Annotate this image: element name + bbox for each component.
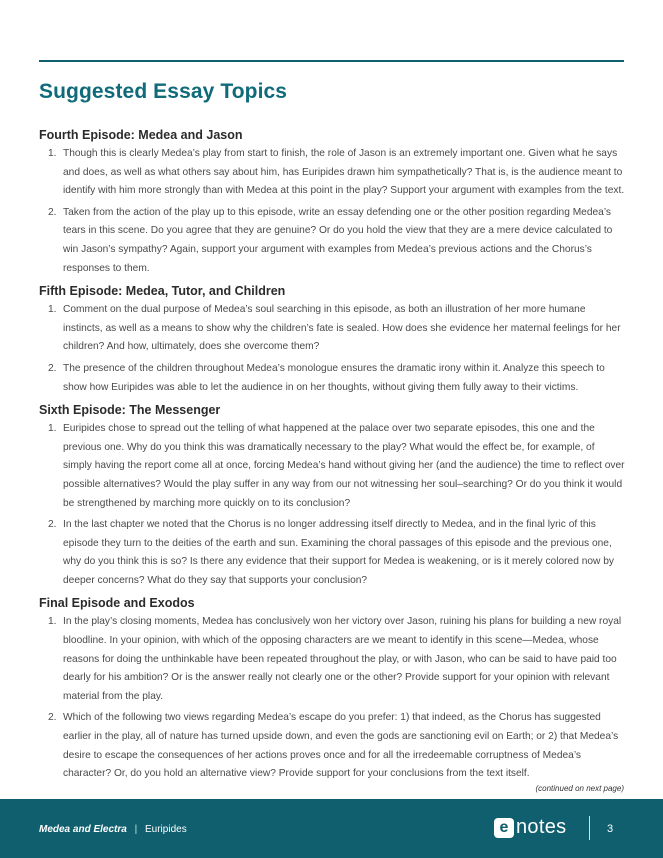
item-text: In the last chapter we noted that the Chorus is no longer addressing itself directly to Medea, and in the final lyric of this episode they turn to the deities of the earth and sun. Examining the choral passages of this episode and the previous one, why do you think this is so? Is there any evidence that their support for Medea is weakening, or is it merely colored now by deeper concerns? What do they say that supports your conclusion? xyxy=(63,519,614,586)
footer-book-info xyxy=(39,824,187,835)
item-number: 2. xyxy=(48,206,57,218)
section-heading: Sixth Episode: The Messenger xyxy=(39,403,221,418)
section-heading: Final Episode and Exodos xyxy=(39,596,195,611)
item-text: Euripides chose to spread out the telling of what happened at the palace over two separate episodes, this one and the previous one. Why do you think this was dramatically necessary to the play? What would the effect be, for example, of simply having the report come all at once, forcing Medea’s hand without giving her (and the audience) the time to reflect over possible alternatives? Would the play suffer in any way from our not witnessing her soul–searching? Or do you think it would be strengthened by marching more quickly on to its conclusion? xyxy=(63,423,625,509)
section-final-episode xyxy=(39,596,625,783)
item-number: 2. xyxy=(48,712,57,724)
item-text: In the play’s closing moments, Medea has conclusively won her victory over Jason, ruining his plans for building a new royal bloodline. In your opinion, with which of the opposing characters are we meant to identify in this scene—Medea, whose reasons for doing the unthinkable have been repeated throughout the play, or with Jason, who can be said to have paid too dearly for his ambition? Or is the answer really not clearly one or the other? Provide support for your opinion with relevant material from the play. xyxy=(63,616,622,702)
item-number: 1. xyxy=(48,304,57,316)
section-sixth-episode xyxy=(39,403,625,590)
item-number: 2. xyxy=(48,519,57,531)
continued-note: (continued on next page) xyxy=(535,784,624,793)
item-number: 1. xyxy=(48,423,57,435)
logo-e-mark: e xyxy=(494,818,514,838)
item-text: The presence of the children throughout Medea’s monologue ensures the dramatic irony within it. Analyze this speech to show how Euripides was able to let the audience in on her thoughts, without giving them fully away to their victims. xyxy=(63,362,605,393)
topic-list xyxy=(39,145,625,278)
topic-item xyxy=(39,145,625,201)
section-heading: Fourth Episode: Medea and Jason xyxy=(39,128,243,142)
footer xyxy=(0,799,663,858)
page-number: 3 xyxy=(607,823,614,835)
item-text: Comment on the dual purpose of Medea’s soul searching in this episode, as both an illustration of her more humane instincts, as well as a means to show why the children’s fate is sealed. How does she evidence her maternal feelings for her children? And how, ultimately, does she overcome them? xyxy=(63,304,621,353)
item-number: 1. xyxy=(48,148,57,159)
item-number: 1. xyxy=(48,616,57,628)
section-heading: Fifth Episode: Medea, Tutor, and Children xyxy=(39,284,286,299)
footer-divider xyxy=(589,816,590,840)
item-text: Taken from the action of the play up to this episode, write an essay defending one or the other position regarding Medea’s tears in this scene. Do you agree that they are genuine? Or do you hold the view that they are a mere device calculated to win Jason’s sympathy? Again, support your argument with examples from Medea’s previous actions and the Chorus’s responses to them. xyxy=(63,206,613,274)
topic-item xyxy=(39,709,625,783)
item-text: Though this is clearly Medea’s play from start to finish, the role of Jason is an extremely important one. Given what he says and does, as well as what others say about him, has Euripides drawn him sympathetically? That is, is the audience meant to identify with him more strongly than with Medea at this point in the play? Support your argument with examples from the text. xyxy=(63,148,625,197)
topic-item xyxy=(39,204,625,278)
topic-item xyxy=(39,360,625,397)
book-connector: and xyxy=(72,824,91,835)
logo-wordmark: notes xyxy=(516,816,567,838)
page-title: Suggested Essay Topics xyxy=(39,80,288,103)
author-name: Euripides xyxy=(145,824,187,835)
topic-list xyxy=(39,420,625,590)
enotes-logo[interactable] xyxy=(494,816,566,839)
topic-item xyxy=(39,516,625,590)
footer-separator: | xyxy=(134,824,138,835)
topic-list xyxy=(39,301,625,397)
top-divider xyxy=(39,60,624,62)
item-text: Which of the following two views regarding Medea’s escape do you prefer: 1) that indeed, as the Chorus has suggested earlier in the play, all of nature has turned upside down, and even the gods are sanctioning evil on Earth; or 2) that Medea’s desire to escape the consequences of her actions proves once and for all the irredeemable corruptness of Medea’s character? Or, do you hold an alternative view? Provide support for your conclusions from the text itself. xyxy=(63,712,619,780)
item-number: 2. xyxy=(48,362,57,374)
topic-item xyxy=(39,420,625,513)
section-fifth-episode xyxy=(39,284,625,397)
book-title-1: Medea xyxy=(39,824,71,835)
topic-item xyxy=(39,613,625,706)
topic-item xyxy=(39,301,625,357)
book-title-2: Electra xyxy=(93,824,127,835)
topic-list xyxy=(39,613,625,783)
section-fourth-episode xyxy=(39,128,625,278)
essay-topics-content xyxy=(39,128,625,790)
